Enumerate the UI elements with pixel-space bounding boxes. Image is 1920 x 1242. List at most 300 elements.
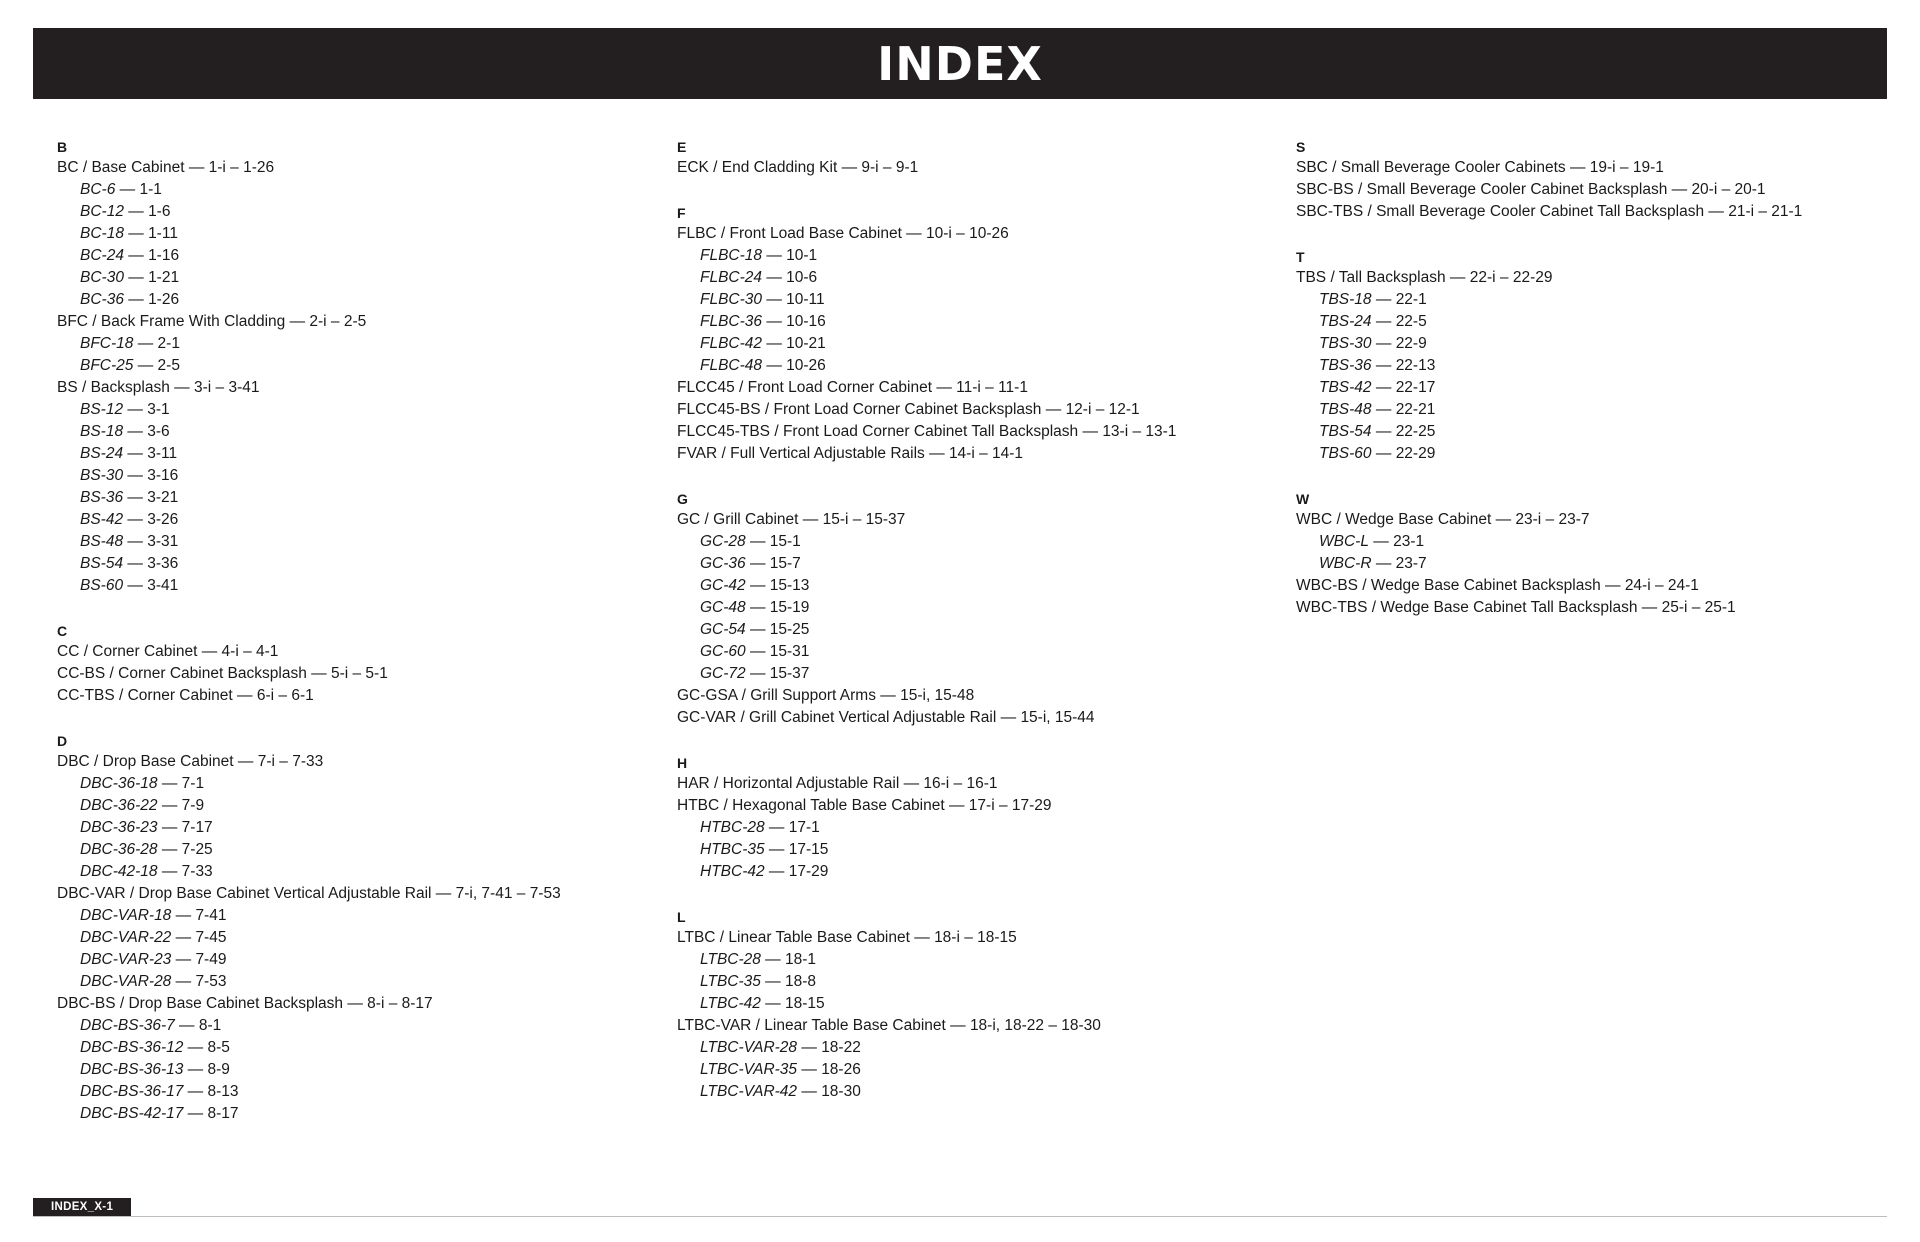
entry-code: GC-36 bbox=[700, 555, 746, 572]
entry-code: FLBC-42 bbox=[700, 335, 763, 352]
entry-page-ref: 3-31 bbox=[147, 533, 179, 550]
em-dash-separator: — bbox=[123, 533, 148, 550]
index-section-w bbox=[1296, 487, 1802, 619]
entry-code: CC / Corner Cabinet bbox=[57, 643, 198, 660]
section-letter: C bbox=[57, 623, 68, 639]
entry-code: DBC-36-23 bbox=[80, 819, 158, 836]
index-subentry bbox=[57, 949, 561, 971]
entry-code: GC-72 bbox=[700, 665, 746, 682]
entry-code: DBC-BS-36-12 bbox=[80, 1039, 184, 1056]
em-dash-separator: — bbox=[762, 357, 787, 374]
entry-code: BS-12 bbox=[80, 401, 124, 418]
entry-code: HTBC-28 bbox=[700, 819, 765, 836]
em-dash-separator: — bbox=[123, 423, 148, 440]
entry-code: LTBC-42 bbox=[700, 995, 761, 1012]
entry-code: FVAR / Full Vertical Adjustable Rails bbox=[677, 445, 925, 462]
index-subentry bbox=[57, 553, 561, 575]
em-dash-separator: — bbox=[123, 269, 149, 286]
entry-code: TBS-42 bbox=[1319, 379, 1372, 396]
entry-page-ref: 7-i – 7-33 bbox=[257, 753, 324, 770]
index-subentry bbox=[57, 531, 561, 553]
index-subentry bbox=[677, 641, 1176, 663]
index-entry bbox=[1296, 267, 1802, 289]
em-dash-separator: — bbox=[1637, 599, 1662, 616]
entry-page-ref: 2-i – 2-5 bbox=[309, 313, 367, 330]
entry-page-ref: 10-1 bbox=[786, 247, 818, 264]
em-dash-separator: — bbox=[123, 401, 148, 418]
index-subentry bbox=[1296, 311, 1802, 333]
entry-code: FLCC45 / Front Load Corner Cabinet bbox=[677, 379, 933, 396]
index-subentry bbox=[677, 1037, 1176, 1059]
entry-code: DBC-VAR-28 bbox=[80, 973, 172, 990]
entry-code: BFC-25 bbox=[80, 357, 134, 374]
entry-code: BC / Base Cabinet bbox=[57, 159, 185, 176]
em-dash-separator: — bbox=[1371, 401, 1396, 418]
em-dash-separator: — bbox=[123, 555, 148, 572]
entry-page-ref: 3-16 bbox=[147, 467, 179, 484]
index-subentry bbox=[57, 839, 561, 861]
em-dash-separator: — bbox=[1371, 555, 1396, 572]
index-subentry bbox=[677, 971, 1176, 993]
entry-page-ref: 17-1 bbox=[788, 819, 820, 836]
index-subentry bbox=[57, 927, 561, 949]
index-subentry bbox=[677, 531, 1176, 553]
entry-page-ref: 20-i – 20-1 bbox=[1691, 181, 1766, 198]
em-dash-separator: — bbox=[762, 313, 787, 330]
index-subentry bbox=[1296, 553, 1802, 575]
entry-page-ref: 7-49 bbox=[195, 951, 227, 968]
em-dash-separator: — bbox=[1371, 335, 1396, 352]
entry-page-ref: 3-1 bbox=[147, 401, 170, 418]
entry-code: TBS-60 bbox=[1319, 445, 1372, 462]
entry-code: WBC-TBS / Wedge Base Cabinet Tall Backsplash bbox=[1296, 599, 1638, 616]
entry-page-ref: 3-36 bbox=[147, 555, 179, 572]
em-dash-separator: — bbox=[837, 159, 862, 176]
entry-page-ref: 22-25 bbox=[1395, 423, 1436, 440]
entry-code: FLBC-24 bbox=[700, 269, 763, 286]
entry-page-ref: 1-26 bbox=[148, 291, 180, 308]
em-dash-separator: — bbox=[123, 445, 148, 462]
index-subentry bbox=[677, 553, 1176, 575]
em-dash-separator: — bbox=[1371, 423, 1396, 440]
em-dash-separator: — bbox=[797, 1039, 822, 1056]
index-subentry bbox=[57, 355, 561, 377]
index-subentry bbox=[677, 245, 1176, 267]
em-dash-separator: — bbox=[123, 225, 149, 242]
entry-page-ref: 15-31 bbox=[769, 643, 810, 660]
entry-page-ref: 22-9 bbox=[1395, 335, 1427, 352]
em-dash-separator: — bbox=[745, 643, 770, 660]
em-dash-separator: — bbox=[762, 269, 787, 286]
section-letter: W bbox=[1296, 491, 1310, 507]
entry-page-ref: 18-1 bbox=[785, 951, 817, 968]
entry-code: LTBC-VAR-28 bbox=[700, 1039, 798, 1056]
index-subentry bbox=[57, 421, 561, 443]
entry-page-ref: 15-i, 15-44 bbox=[1020, 709, 1095, 726]
entry-page-ref: 5-i – 5-1 bbox=[330, 665, 388, 682]
em-dash-separator: — bbox=[1445, 269, 1470, 286]
entry-code: TBS-48 bbox=[1319, 401, 1372, 418]
index-subentry bbox=[57, 443, 561, 465]
index-subentry bbox=[57, 1081, 561, 1103]
entry-code: HAR / Horizontal Adjustable Rail bbox=[677, 775, 900, 792]
em-dash-separator: — bbox=[1667, 181, 1692, 198]
entry-page-ref: 8-5 bbox=[207, 1039, 230, 1056]
index-subentry bbox=[57, 1037, 561, 1059]
entry-page-ref: 13-i – 13-1 bbox=[1102, 423, 1177, 440]
index-subentry bbox=[57, 773, 561, 795]
entry-code: TBS-18 bbox=[1319, 291, 1372, 308]
em-dash-separator: — bbox=[945, 1017, 970, 1034]
entry-code: HTBC-42 bbox=[700, 863, 765, 880]
index-entry bbox=[57, 685, 561, 707]
entry-page-ref: 3-i – 3-41 bbox=[193, 379, 260, 396]
entry-code: FLCC45-BS / Front Load Corner Cabinet Backsplash bbox=[677, 401, 1042, 418]
em-dash-separator: — bbox=[797, 1061, 822, 1078]
entry-page-ref: 6-i – 6-1 bbox=[256, 687, 314, 704]
entry-code: DBC-42-18 bbox=[80, 863, 158, 880]
em-dash-separator: — bbox=[745, 621, 770, 638]
entry-code: BS-24 bbox=[80, 445, 124, 462]
em-dash-separator: — bbox=[184, 159, 209, 176]
entry-code: BC-6 bbox=[80, 181, 116, 198]
entry-code: DBC-36-18 bbox=[80, 775, 158, 792]
entry-code: BS / Backsplash bbox=[57, 379, 170, 396]
entry-page-ref: 17-i – 17-29 bbox=[968, 797, 1052, 814]
em-dash-separator: — bbox=[875, 687, 901, 704]
em-dash-separator: — bbox=[1600, 577, 1625, 594]
em-dash-separator: — bbox=[123, 247, 149, 264]
index-section-s bbox=[1296, 135, 1802, 223]
entry-page-ref: 10-6 bbox=[786, 269, 818, 286]
index-subentry bbox=[57, 971, 561, 993]
em-dash-separator: — bbox=[174, 1017, 199, 1034]
index-subentry bbox=[677, 355, 1176, 377]
index-section-l bbox=[677, 905, 1176, 1103]
entry-code: DBC-BS-36-7 bbox=[80, 1017, 175, 1034]
em-dash-separator: — bbox=[924, 445, 949, 462]
entry-code: HTBC-35 bbox=[700, 841, 765, 858]
index-subentry bbox=[677, 839, 1176, 861]
entry-page-ref: 18-8 bbox=[785, 973, 817, 990]
entry-code: GC-42 bbox=[700, 577, 746, 594]
entry-code: LTBC-28 bbox=[700, 951, 761, 968]
section-letter: F bbox=[677, 205, 686, 221]
em-dash-separator: — bbox=[745, 665, 770, 682]
entry-page-ref: 18-22 bbox=[821, 1039, 861, 1056]
entry-page-ref: 15-i – 15-37 bbox=[822, 511, 906, 528]
em-dash-separator: — bbox=[1368, 533, 1394, 550]
entry-page-ref: 22-17 bbox=[1395, 379, 1436, 396]
index-section-g bbox=[677, 487, 1176, 729]
entry-code: LTBC / Linear Table Base Cabinet bbox=[677, 929, 910, 946]
index-entry bbox=[677, 707, 1176, 729]
entry-code: WBC-R bbox=[1319, 555, 1372, 572]
entry-code: GC-48 bbox=[700, 599, 746, 616]
entry-page-ref: 7-41 bbox=[195, 907, 227, 924]
index-entry bbox=[57, 311, 561, 333]
index-entry bbox=[677, 795, 1176, 817]
entry-code: BS-30 bbox=[80, 467, 124, 484]
em-dash-separator: — bbox=[762, 247, 787, 264]
entry-code: BS-60 bbox=[80, 577, 124, 594]
entry-page-ref: 22-21 bbox=[1395, 401, 1436, 418]
entry-code: BFC-18 bbox=[80, 335, 134, 352]
em-dash-separator: — bbox=[183, 1039, 208, 1056]
index-entry bbox=[677, 223, 1176, 245]
entry-page-ref: 15-19 bbox=[769, 599, 810, 616]
entry-page-ref: 7-45 bbox=[195, 929, 227, 946]
entry-page-ref: 7-9 bbox=[181, 797, 205, 814]
index-section-b bbox=[57, 135, 561, 597]
index-entry bbox=[57, 157, 561, 179]
entry-code: GC-28 bbox=[700, 533, 746, 550]
em-dash-separator: — bbox=[1704, 203, 1729, 220]
entry-page-ref: 1-16 bbox=[148, 247, 180, 264]
section-letter: T bbox=[1296, 249, 1305, 265]
index-subentry bbox=[677, 267, 1176, 289]
entry-code: DBC-BS-42-17 bbox=[80, 1105, 184, 1122]
em-dash-separator: — bbox=[1371, 379, 1396, 396]
index-subentry bbox=[57, 289, 561, 311]
em-dash-separator: — bbox=[1078, 423, 1103, 440]
index-subentry bbox=[57, 333, 561, 355]
index-entry bbox=[57, 663, 561, 685]
em-dash-separator: — bbox=[171, 951, 196, 968]
em-dash-separator: — bbox=[171, 929, 196, 946]
index-entry bbox=[57, 641, 561, 663]
em-dash-separator: — bbox=[944, 797, 969, 814]
index-subentry bbox=[57, 1103, 561, 1125]
entry-code: DBC-36-28 bbox=[80, 841, 158, 858]
entry-page-ref: 16-i – 16-1 bbox=[923, 775, 998, 792]
index-entry bbox=[677, 157, 1176, 179]
entry-page-ref: 7-17 bbox=[181, 819, 213, 836]
entry-code: TBS / Tall Backsplash bbox=[1296, 269, 1446, 286]
index-subentry bbox=[57, 487, 561, 509]
em-dash-separator: — bbox=[1041, 401, 1066, 418]
index-subentry bbox=[1296, 377, 1802, 399]
entry-code: DBC-VAR-18 bbox=[80, 907, 172, 924]
entry-code: ECK / End Cladding Kit bbox=[677, 159, 838, 176]
index-section-h bbox=[677, 751, 1176, 883]
index-section-f bbox=[677, 201, 1176, 465]
em-dash-separator: — bbox=[996, 709, 1021, 726]
entry-code: TBS-30 bbox=[1319, 335, 1372, 352]
index-subentry bbox=[1296, 333, 1802, 355]
em-dash-separator: — bbox=[760, 951, 785, 968]
entry-code: LTBC-VAR / Linear Table Base Cabinet bbox=[677, 1017, 946, 1034]
em-dash-separator: — bbox=[745, 555, 770, 572]
entry-code: BC-18 bbox=[80, 225, 124, 242]
entry-code: LTBC-VAR-35 bbox=[700, 1061, 798, 1078]
em-dash-separator: — bbox=[306, 665, 331, 682]
entry-page-ref: 15-1 bbox=[769, 533, 801, 550]
index-subentry bbox=[677, 1059, 1176, 1081]
entry-page-ref: 3-11 bbox=[147, 445, 178, 462]
em-dash-separator: — bbox=[123, 203, 149, 220]
section-letter: D bbox=[57, 733, 68, 749]
entry-code: BS-42 bbox=[80, 511, 124, 528]
entry-page-ref: 9-i – 9-1 bbox=[861, 159, 919, 176]
index-subentry bbox=[677, 311, 1176, 333]
entry-code: DBC-VAR-23 bbox=[80, 951, 172, 968]
index-subentry bbox=[677, 1081, 1176, 1103]
index-entry bbox=[1296, 201, 1802, 223]
entry-code: CC-TBS / Corner Cabinet bbox=[57, 687, 233, 704]
entry-code: BS-54 bbox=[80, 555, 124, 572]
index-subentry bbox=[677, 597, 1176, 619]
section-letter: B bbox=[57, 139, 68, 155]
entry-page-ref: 8-1 bbox=[198, 1017, 222, 1034]
entry-page-ref: 23-7 bbox=[1395, 555, 1427, 572]
footer-divider bbox=[33, 1216, 1887, 1217]
entry-page-ref: 18-15 bbox=[785, 995, 825, 1012]
entry-code: FLBC-30 bbox=[700, 291, 763, 308]
entry-code: LTBC-VAR-42 bbox=[700, 1083, 798, 1100]
entry-page-ref: 23-1 bbox=[1393, 533, 1425, 550]
entry-code: HTBC / Hexagonal Table Base Cabinet bbox=[677, 797, 945, 814]
index-subentry bbox=[1296, 355, 1802, 377]
index-section-d bbox=[57, 729, 561, 1125]
entry-code: SBC / Small Beverage Cooler Cabinets bbox=[1296, 159, 1566, 176]
entry-code: DBC / Drop Base Cabinet bbox=[57, 753, 234, 770]
index-subentry bbox=[57, 201, 561, 223]
page-number-tab: INDEX_X-1 bbox=[33, 1198, 131, 1217]
entry-code: BS-36 bbox=[80, 489, 124, 506]
em-dash-separator: — bbox=[1565, 159, 1590, 176]
em-dash-separator: — bbox=[133, 357, 158, 374]
entry-page-ref: 18-i, 18-22 – 18-30 bbox=[969, 1017, 1101, 1034]
index-subentry bbox=[677, 663, 1176, 685]
index-subentry bbox=[677, 333, 1176, 355]
entry-page-ref: 12-i – 12-1 bbox=[1065, 401, 1140, 418]
entry-page-ref: 22-1 bbox=[1395, 291, 1427, 308]
index-subentry bbox=[57, 575, 561, 597]
em-dash-separator: — bbox=[764, 819, 789, 836]
em-dash-separator: — bbox=[745, 599, 770, 616]
entry-code: DBC-VAR / Drop Base Cabinet Vertical Adjustable Rail bbox=[57, 885, 432, 902]
em-dash-separator: — bbox=[183, 1083, 208, 1100]
em-dash-separator: — bbox=[1371, 357, 1396, 374]
entry-code: SBC-TBS / Small Beverage Cooler Cabinet Tall Backsplash bbox=[1296, 203, 1705, 220]
em-dash-separator: — bbox=[343, 995, 368, 1012]
index-subentry bbox=[57, 399, 561, 421]
entry-page-ref: 1-1 bbox=[139, 181, 162, 198]
index-entry bbox=[1296, 157, 1802, 179]
entry-code: FLBC-48 bbox=[700, 357, 763, 374]
entry-page-ref: 18-i – 18-15 bbox=[934, 929, 1017, 946]
section-letter: E bbox=[677, 139, 687, 155]
entry-page-ref: 1-i – 1-26 bbox=[208, 159, 275, 176]
em-dash-separator: — bbox=[123, 467, 148, 484]
index-subentry bbox=[677, 575, 1176, 597]
entry-page-ref: 10-26 bbox=[786, 357, 826, 374]
entry-code: WBC / Wedge Base Cabinet bbox=[1296, 511, 1492, 528]
em-dash-separator: — bbox=[197, 643, 222, 660]
em-dash-separator: — bbox=[764, 863, 789, 880]
index-entry bbox=[677, 685, 1176, 707]
page-title: INDEX bbox=[877, 36, 1043, 91]
entry-page-ref: 7-1 bbox=[181, 775, 205, 792]
entry-code: FLBC / Front Load Base Cabinet bbox=[677, 225, 902, 242]
em-dash-separator: — bbox=[798, 511, 823, 528]
index-subentry bbox=[1296, 399, 1802, 421]
index-section-t bbox=[1296, 245, 1802, 465]
em-dash-separator: — bbox=[760, 973, 785, 990]
entry-code: TBS-24 bbox=[1319, 313, 1372, 330]
entry-page-ref: 17-29 bbox=[788, 863, 829, 880]
em-dash-separator: — bbox=[745, 533, 770, 550]
entry-code: GC-54 bbox=[700, 621, 746, 638]
em-dash-separator: — bbox=[123, 577, 148, 594]
entry-code: DBC-BS-36-17 bbox=[80, 1083, 184, 1100]
em-dash-separator: — bbox=[285, 313, 310, 330]
em-dash-separator: — bbox=[1371, 291, 1396, 308]
entry-page-ref: 25-i – 25-1 bbox=[1661, 599, 1736, 616]
index-entry bbox=[677, 1015, 1176, 1037]
index-subentry bbox=[57, 509, 561, 531]
entry-code: BS-18 bbox=[80, 423, 124, 440]
entry-page-ref: 8-17 bbox=[207, 1105, 239, 1122]
entry-page-ref: 1-6 bbox=[148, 203, 171, 220]
em-dash-separator: — bbox=[123, 489, 148, 506]
em-dash-separator: — bbox=[932, 379, 957, 396]
entry-page-ref: 8-i – 8-17 bbox=[367, 995, 433, 1012]
em-dash-separator: — bbox=[123, 291, 149, 308]
index-entry bbox=[677, 927, 1176, 949]
entry-page-ref: 3-6 bbox=[147, 423, 170, 440]
em-dash-separator: — bbox=[115, 181, 140, 198]
index-subentry bbox=[1296, 443, 1802, 465]
index-column-1 bbox=[57, 135, 561, 1147]
index-column-2 bbox=[677, 135, 1176, 1125]
index-entry bbox=[677, 421, 1176, 443]
entry-code: DBC-36-22 bbox=[80, 797, 158, 814]
entry-code: LTBC-35 bbox=[700, 973, 761, 990]
index-subentry bbox=[57, 817, 561, 839]
entry-code: GC-60 bbox=[700, 643, 746, 660]
index-subentry bbox=[1296, 421, 1802, 443]
index-entry bbox=[677, 509, 1176, 531]
em-dash-separator: — bbox=[745, 577, 770, 594]
index-subentry bbox=[57, 1015, 561, 1037]
index-entry bbox=[57, 377, 561, 399]
index-subentry bbox=[57, 1059, 561, 1081]
index-entry bbox=[677, 399, 1176, 421]
entry-code: TBS-36 bbox=[1319, 357, 1372, 374]
index-entry bbox=[1296, 509, 1802, 531]
entry-page-ref: 18-30 bbox=[821, 1083, 861, 1100]
em-dash-separator: — bbox=[797, 1083, 822, 1100]
em-dash-separator: — bbox=[157, 775, 182, 792]
em-dash-separator: — bbox=[233, 753, 258, 770]
index-section-c bbox=[57, 619, 561, 707]
index-subentry bbox=[57, 267, 561, 289]
section-letter: S bbox=[1296, 139, 1306, 155]
index-entry bbox=[57, 751, 561, 773]
em-dash-separator: — bbox=[169, 379, 194, 396]
index-subentry bbox=[677, 993, 1176, 1015]
em-dash-separator: — bbox=[157, 797, 182, 814]
entry-code: GC / Grill Cabinet bbox=[677, 511, 799, 528]
index-subentry bbox=[677, 619, 1176, 641]
entry-code: WBC-L bbox=[1319, 533, 1369, 550]
entry-code: CC-BS / Corner Cabinet Backsplash bbox=[57, 665, 307, 682]
entry-code: FLBC-18 bbox=[700, 247, 763, 264]
entry-page-ref: 11-i – 11-1 bbox=[956, 379, 1028, 396]
section-letter: L bbox=[677, 909, 686, 925]
